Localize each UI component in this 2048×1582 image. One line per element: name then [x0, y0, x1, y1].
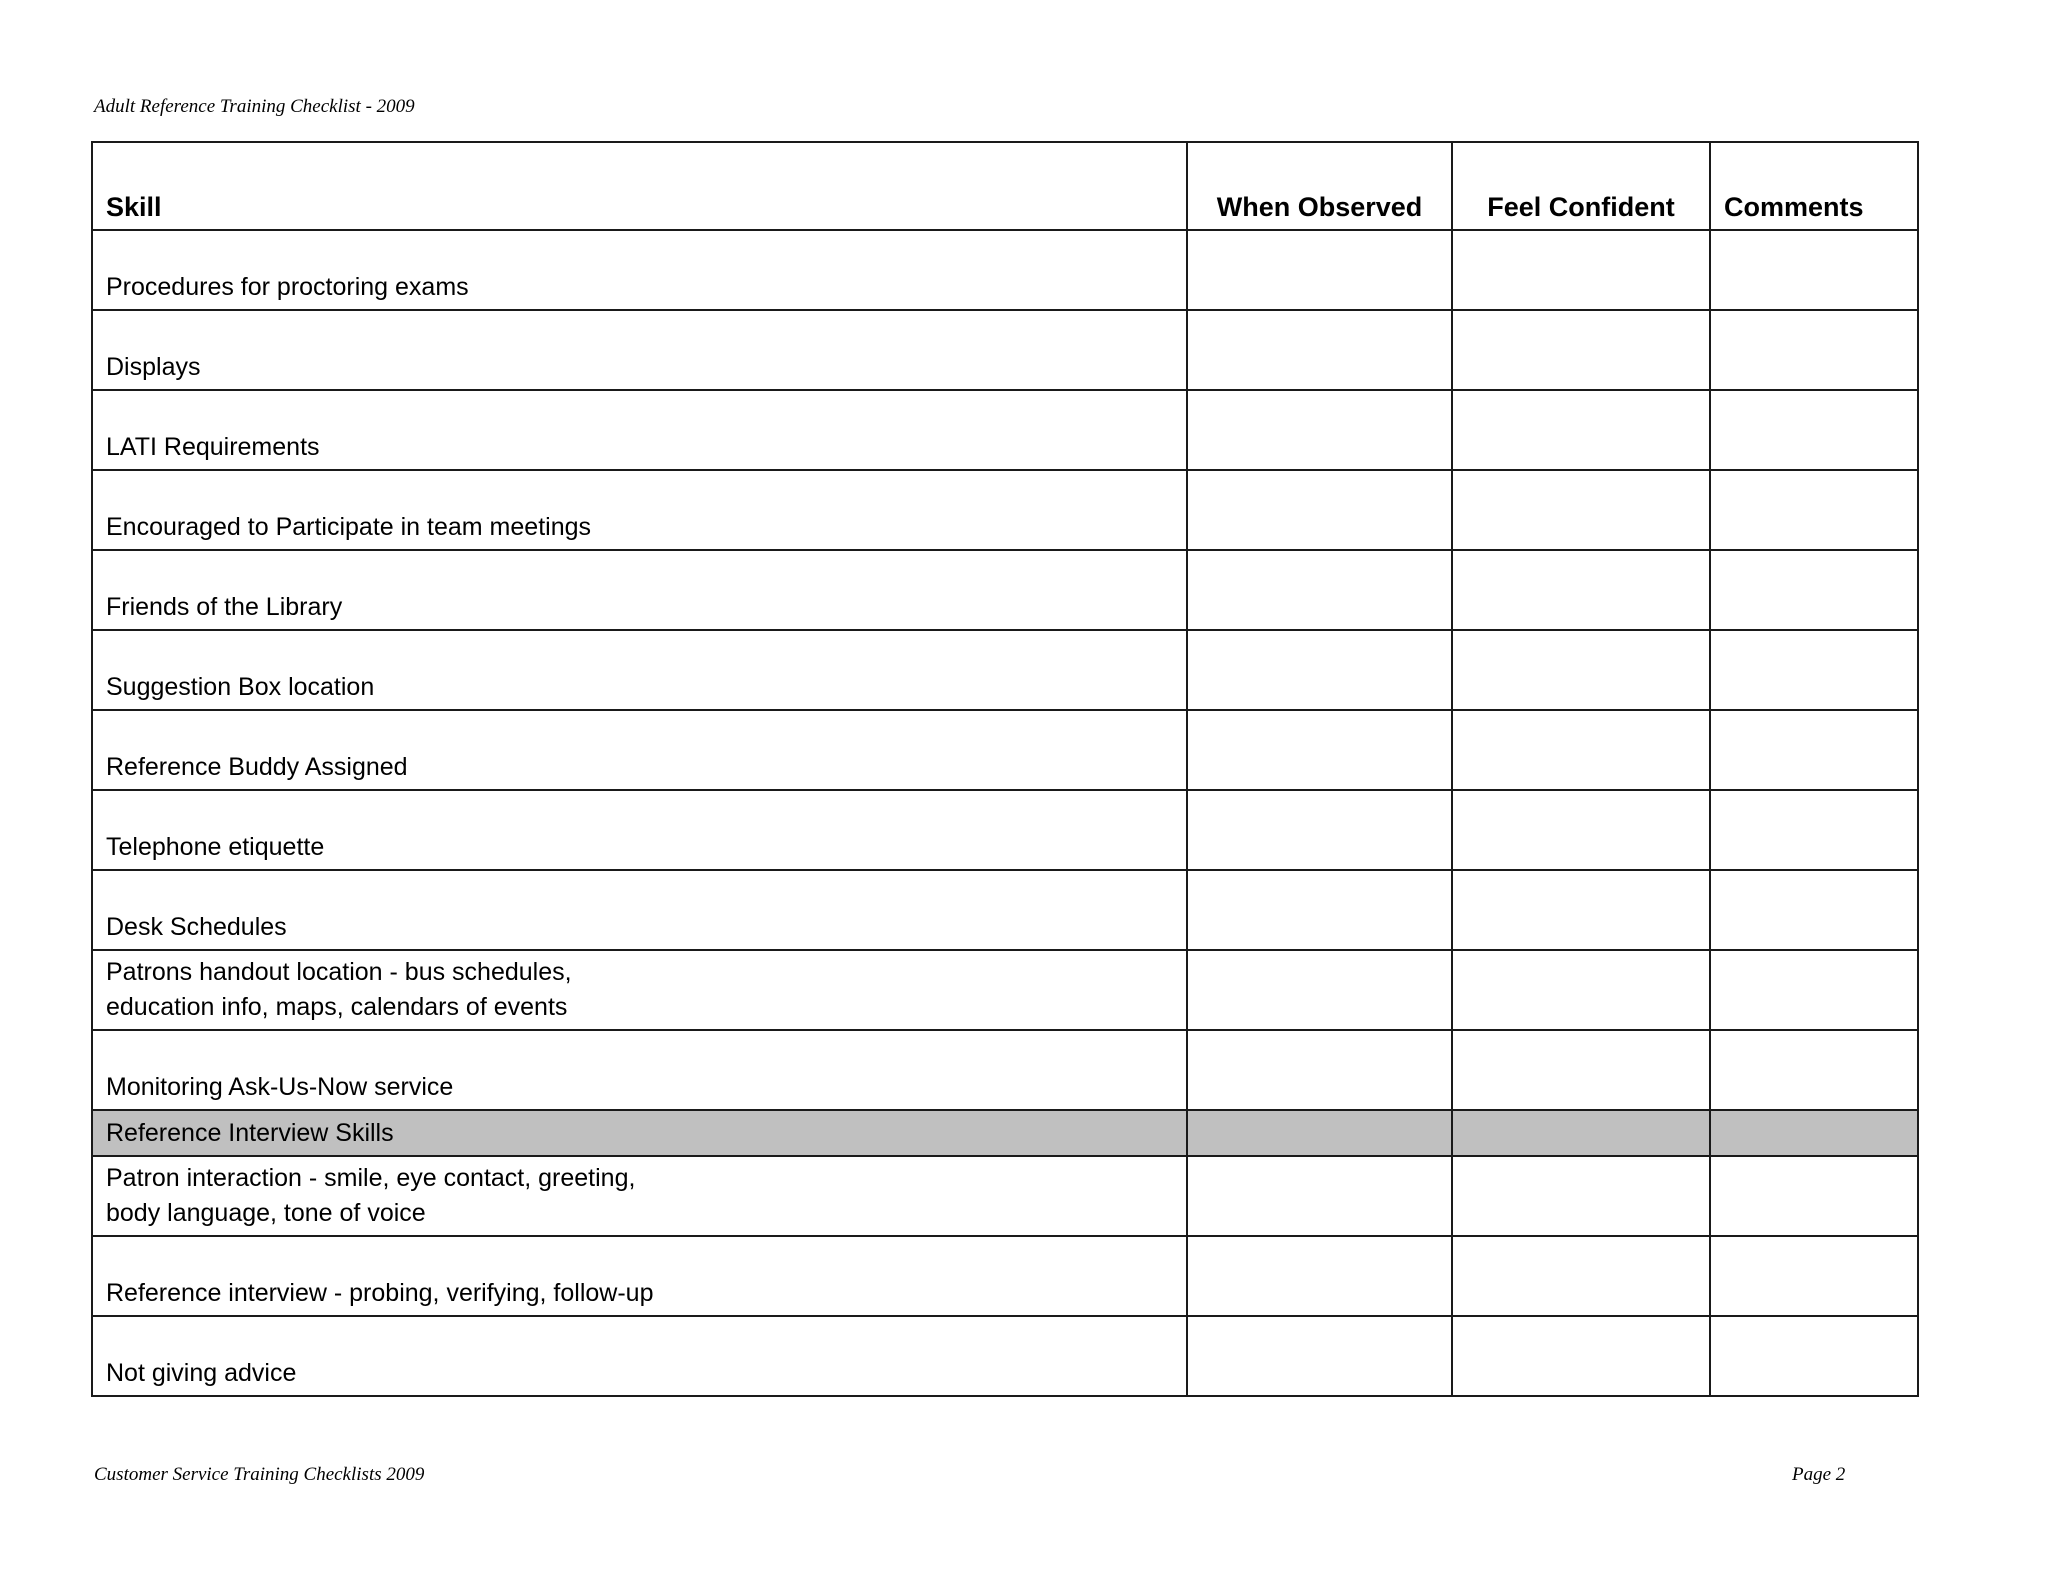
- skill-cell: Desk Schedules: [92, 870, 1187, 950]
- when-observed-cell[interactable]: [1187, 1236, 1452, 1316]
- checklist-body: [92, 230, 1918, 1396]
- header-row: [92, 142, 1918, 230]
- comments-cell[interactable]: [1710, 630, 1918, 710]
- when-observed-cell[interactable]: [1187, 550, 1452, 630]
- comments-cell[interactable]: [1710, 1236, 1918, 1316]
- skill-cell: Procedures for proctoring exams: [92, 230, 1187, 310]
- feel-confident-cell[interactable]: [1452, 1030, 1710, 1110]
- when-observed-cell[interactable]: [1187, 790, 1452, 870]
- feel-confident-cell[interactable]: [1452, 710, 1710, 790]
- feel-confident-cell[interactable]: [1452, 470, 1710, 550]
- column-header-skill: Skill: [92, 142, 1187, 230]
- comments-cell[interactable]: [1710, 710, 1918, 790]
- comments-cell[interactable]: [1710, 390, 1918, 470]
- comments-cell[interactable]: [1710, 870, 1918, 950]
- when-observed-cell[interactable]: [1187, 630, 1452, 710]
- feel-confident-cell[interactable]: [1452, 790, 1710, 870]
- page-number: Page 2: [1792, 1464, 1846, 1485]
- training-checklist-table: [91, 141, 1919, 1397]
- when-observed-cell[interactable]: [1187, 470, 1452, 550]
- skill-cell: Not giving advice: [92, 1316, 1187, 1396]
- comments-cell[interactable]: [1710, 1030, 1918, 1110]
- table-row: [92, 710, 1918, 790]
- skill-cell: LATI Requirements: [92, 390, 1187, 470]
- when-observed-cell[interactable]: [1187, 950, 1452, 1030]
- table-row: [92, 630, 1918, 710]
- skill-cell: Reference interview - probing, verifying, follow-up: [92, 1236, 1187, 1316]
- when-observed-cell[interactable]: [1187, 1110, 1452, 1156]
- when-observed-cell[interactable]: [1187, 1316, 1452, 1396]
- when-observed-cell[interactable]: [1187, 230, 1452, 310]
- table-row: [92, 550, 1918, 630]
- skill-cell: Patron interaction - smile, eye contact, greeting, body language, tone of voice: [92, 1156, 1187, 1236]
- skill-cell: Displays: [92, 310, 1187, 390]
- feel-confident-cell[interactable]: [1452, 230, 1710, 310]
- comments-cell[interactable]: [1710, 1110, 1918, 1156]
- feel-confident-cell[interactable]: [1452, 950, 1710, 1030]
- table-row: [92, 230, 1918, 310]
- when-observed-cell[interactable]: [1187, 310, 1452, 390]
- when-observed-cell[interactable]: [1187, 1030, 1452, 1110]
- skill-cell: Reference Buddy Assigned: [92, 710, 1187, 790]
- feel-confident-cell[interactable]: [1452, 1236, 1710, 1316]
- table-row: [92, 1030, 1918, 1110]
- skill-cell: Patrons handout location - bus schedules, education info, maps, calendars of events: [92, 950, 1187, 1030]
- table-row: [92, 470, 1918, 550]
- skill-cell: Reference Interview Skills: [92, 1110, 1187, 1156]
- page-header: Adult Reference Training Checklist - 2009: [94, 96, 415, 117]
- page-footer-title: Customer Service Training Checklists 2009: [94, 1464, 425, 1485]
- table-row: [92, 1316, 1918, 1396]
- feel-confident-cell[interactable]: [1452, 1110, 1710, 1156]
- feel-confident-cell[interactable]: [1452, 310, 1710, 390]
- comments-cell[interactable]: [1710, 310, 1918, 390]
- skill-cell: Friends of the Library: [92, 550, 1187, 630]
- comments-cell[interactable]: [1710, 470, 1918, 550]
- table-row: [92, 950, 1918, 1030]
- table-row: [92, 1156, 1918, 1236]
- table-row: [92, 1236, 1918, 1316]
- skill-cell: Telephone etiquette: [92, 790, 1187, 870]
- column-header-comments: Comments: [1710, 142, 1918, 230]
- when-observed-cell[interactable]: [1187, 870, 1452, 950]
- comments-cell[interactable]: [1710, 790, 1918, 870]
- comments-cell[interactable]: [1710, 230, 1918, 310]
- comments-cell[interactable]: [1710, 1156, 1918, 1236]
- skill-cell: Encouraged to Participate in team meetings: [92, 470, 1187, 550]
- feel-confident-cell[interactable]: [1452, 550, 1710, 630]
- column-header-feel-confident: Feel Confident: [1452, 142, 1710, 230]
- when-observed-cell[interactable]: [1187, 1156, 1452, 1236]
- section-row: [92, 1110, 1918, 1156]
- comments-cell[interactable]: [1710, 1316, 1918, 1396]
- table-row: [92, 390, 1918, 470]
- table-row: [92, 870, 1918, 950]
- feel-confident-cell[interactable]: [1452, 870, 1710, 950]
- when-observed-cell[interactable]: [1187, 390, 1452, 470]
- feel-confident-cell[interactable]: [1452, 1156, 1710, 1236]
- column-header-when-observed: When Observed: [1187, 142, 1452, 230]
- skill-cell: Suggestion Box location: [92, 630, 1187, 710]
- when-observed-cell[interactable]: [1187, 710, 1452, 790]
- skill-cell: Monitoring Ask-Us-Now service: [92, 1030, 1187, 1110]
- table-row: [92, 310, 1918, 390]
- feel-confident-cell[interactable]: [1452, 630, 1710, 710]
- comments-cell[interactable]: [1710, 550, 1918, 630]
- table-row: [92, 790, 1918, 870]
- feel-confident-cell[interactable]: [1452, 1316, 1710, 1396]
- feel-confident-cell[interactable]: [1452, 390, 1710, 470]
- comments-cell[interactable]: [1710, 950, 1918, 1030]
